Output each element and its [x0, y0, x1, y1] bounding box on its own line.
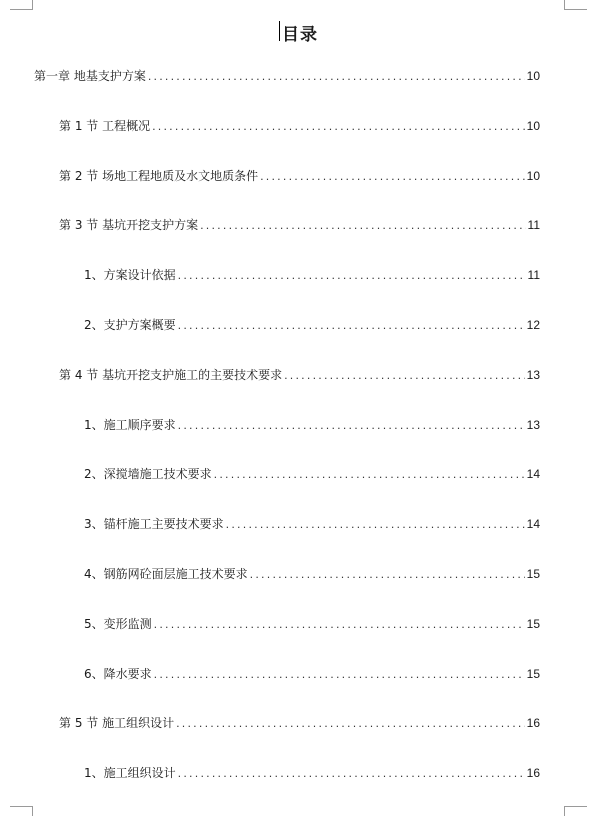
toc-entry[interactable] — [59, 118, 540, 134]
toc-dot-leader — [178, 418, 525, 434]
toc-entry-page-number: 13 — [526, 418, 540, 432]
toc-dot-leader — [250, 567, 525, 583]
toc-entry-number: 3、 — [84, 517, 104, 531]
toc-dot-leader — [226, 517, 525, 533]
toc-dot-leader — [200, 218, 525, 234]
toc-entry[interactable] — [84, 566, 540, 582]
toc-entry-page-number: 15 — [526, 617, 540, 631]
toc-entry-label: 变形监测 — [103, 617, 152, 631]
toc-entry-label: 深搅墙施工技术要求 — [103, 467, 212, 481]
toc-entry-label: 降水要求 — [103, 667, 152, 681]
toc-entry-page-number: 14 — [526, 517, 540, 531]
toc-entry-label: 锚杆施工主要技术要求 — [103, 517, 224, 531]
toc-entry-number: 5、 — [84, 617, 104, 631]
toc-title[interactable] — [279, 20, 318, 45]
toc-title-text: 目录 — [282, 25, 318, 45]
toc-entry[interactable] — [84, 267, 540, 283]
toc-dot-leader — [176, 716, 525, 732]
toc-entry-label: 第 5 节 施工组织设计 — [59, 716, 175, 730]
toc-entry-page-number: 16 — [526, 766, 540, 780]
toc-entry-page-number: 11 — [527, 218, 540, 232]
toc-dot-leader — [178, 318, 525, 334]
toc-entry-page-number: 15 — [526, 667, 540, 681]
toc-entry-label: 施工顺序要求 — [103, 418, 176, 432]
toc-entry[interactable] — [34, 68, 540, 84]
toc-entry[interactable] — [59, 715, 540, 731]
toc-dot-leader — [148, 69, 525, 85]
toc-entry[interactable] — [59, 367, 540, 383]
toc-entry-label: 第 3 节 基坑开挖支护方案 — [59, 218, 199, 232]
toc-entry-number: 1、 — [84, 268, 104, 282]
toc-entry-number: 6、 — [84, 667, 104, 681]
toc-entry-page-number: 10 — [526, 169, 540, 183]
text-cursor — [279, 21, 280, 41]
toc-entry-label: 第 4 节 基坑开挖支护施工的主要技术要求 — [59, 368, 283, 382]
toc-dot-leader — [214, 467, 525, 483]
toc-entry[interactable] — [59, 168, 540, 184]
toc-entry[interactable] — [84, 317, 540, 333]
toc-entry-page-number: 16 — [526, 716, 540, 730]
toc-dot-leader — [154, 667, 525, 683]
toc-entry-number: 1、 — [84, 418, 104, 432]
toc-dot-leader — [260, 169, 525, 185]
toc-entry-page-number: 10 — [526, 69, 540, 83]
toc-entry-label: 方案设计依据 — [103, 268, 176, 282]
toc-entry-page-number: 15 — [526, 567, 540, 581]
toc-entry[interactable] — [84, 466, 540, 482]
toc-dot-leader — [152, 119, 525, 135]
toc-dot-leader — [154, 617, 525, 633]
crop-mark-top-right — [564, 0, 587, 10]
toc-entry[interactable] — [84, 417, 540, 433]
title-container — [0, 20, 597, 45]
toc-entry[interactable] — [84, 516, 540, 532]
toc-entry-number: 2、 — [84, 318, 104, 332]
crop-mark-top-left — [10, 0, 33, 10]
toc-entry-page-number: 14 — [526, 467, 540, 481]
toc-entry-number: 2、 — [84, 467, 104, 481]
toc-entry-label: 支护方案概要 — [103, 318, 176, 332]
toc-entry-label: 第 2 节 场地工程地质及水文地质条件 — [59, 169, 259, 183]
crop-mark-bottom-right — [564, 806, 587, 816]
toc-entry-page-number: 10 — [526, 119, 540, 133]
toc-entry-label: 第 1 节 工程概况 — [59, 119, 151, 133]
toc-entry[interactable] — [84, 765, 540, 781]
toc-entry[interactable] — [59, 217, 540, 233]
toc-entry-label: 施工组织设计 — [103, 766, 176, 780]
toc-entry-label: 第一章 地基支护方案 — [34, 69, 146, 83]
toc-entry-page-number: 12 — [526, 318, 540, 332]
toc-entry-number: 1、 — [84, 766, 104, 780]
toc-dot-leader — [178, 268, 526, 284]
toc-entry-page-number: 11 — [527, 268, 540, 282]
toc-dot-leader — [178, 766, 525, 782]
toc-entry[interactable] — [84, 616, 540, 632]
toc-entry[interactable] — [84, 666, 540, 682]
crop-mark-bottom-left — [10, 806, 33, 816]
toc-dot-leader — [284, 368, 525, 384]
toc-entry-label: 钢筋网砼面层施工技术要求 — [103, 567, 248, 581]
toc-entry-page-number: 13 — [526, 368, 540, 382]
toc-entry-number: 4、 — [84, 567, 104, 581]
